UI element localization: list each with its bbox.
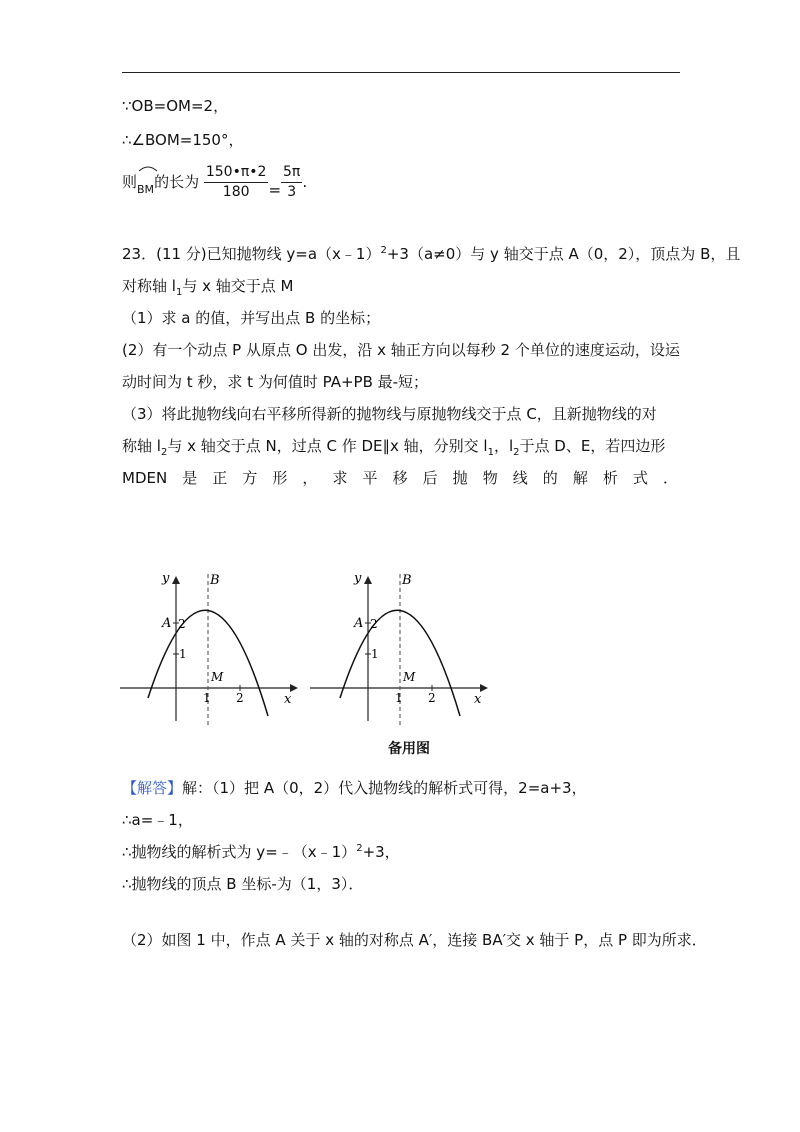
fraction-denominator: 180 bbox=[222, 184, 250, 200]
fraction bbox=[281, 164, 302, 201]
text-fragment: 于点 D、E，若四边形 bbox=[519, 437, 666, 455]
answer-tag: 【解答】 bbox=[122, 779, 183, 797]
figure-2-graph bbox=[310, 571, 488, 726]
question-3-line bbox=[122, 468, 678, 488]
equals-sign: = bbox=[268, 181, 282, 199]
spaced-word: ， bbox=[302, 469, 318, 487]
x-tick-label: 1 bbox=[203, 691, 211, 705]
parabola-figure-2 bbox=[308, 566, 488, 736]
text-fragment: 与 x 轴交于点 M bbox=[182, 277, 294, 295]
subscript: 1 bbox=[175, 287, 183, 298]
y-tick-label: 2 bbox=[370, 617, 378, 631]
y-axis-label: y bbox=[162, 571, 170, 586]
text-fragment: 对称轴 l bbox=[122, 277, 176, 295]
subscript: 1 bbox=[487, 447, 494, 458]
y-tick-label: 1 bbox=[179, 647, 187, 661]
y-axis-arrow bbox=[172, 576, 180, 584]
y-tick-label: 2 bbox=[178, 617, 186, 631]
x-axis-label: x bbox=[474, 692, 482, 707]
header-rule bbox=[122, 72, 680, 73]
spaced-word: 是 bbox=[182, 469, 198, 487]
superscript: 2 bbox=[356, 843, 363, 854]
spaced-word: 平 bbox=[362, 469, 378, 487]
question-2-line: (2）有一个动点 P 从原点 O 出发，沿 x 轴正方向以每秒 2 个单位的速度运动，设运 bbox=[122, 341, 680, 359]
point-m-label: M bbox=[211, 670, 224, 684]
subscript: 2 bbox=[513, 447, 520, 458]
x-axis-label: x bbox=[284, 692, 292, 707]
question-3-line: （3）将此抛物线向右平移所得新的抛物线与原抛物线交于点 C，且新抛物线的对 bbox=[122, 405, 657, 423]
parabola-figure-1 bbox=[118, 566, 298, 736]
text-line: ∵OB=OM=2， bbox=[122, 97, 229, 115]
x-axis-arrow bbox=[480, 684, 488, 692]
subscript: 2 bbox=[160, 447, 168, 458]
answer-line: ∴a=﹣1， bbox=[122, 811, 193, 829]
problem-statement-line bbox=[122, 244, 740, 264]
arc-length-formula bbox=[122, 162, 307, 210]
figure-caption: 备用图 bbox=[388, 741, 430, 757]
point-a-label: A bbox=[162, 616, 172, 631]
text-fragment: 与 x 轴交于点 N，过点 C 作 DE∥x 轴，分别交 l bbox=[167, 437, 488, 455]
y-axis-arrow bbox=[364, 576, 372, 584]
fraction-denominator: 3 bbox=[287, 184, 297, 200]
point-m-label: M bbox=[403, 670, 416, 684]
spaced-word: 方 bbox=[242, 469, 258, 487]
arc-mark bbox=[137, 164, 159, 172]
arc-notation bbox=[137, 164, 154, 210]
text-fragment: 的长为 bbox=[154, 173, 200, 191]
spaced-word: 物 bbox=[482, 469, 498, 487]
spaced-word: 析 bbox=[602, 469, 618, 487]
question-3-line bbox=[122, 436, 665, 456]
question-1: （1）求 a 的值，并写出点 B 的坐标； bbox=[122, 309, 381, 327]
point-b-label: B bbox=[402, 573, 412, 588]
text-fragment: +3， bbox=[362, 843, 400, 861]
figure-1-graph bbox=[120, 571, 298, 726]
question-2-line: 动时间为 t 秒，求 t 为何值时 PA+PB 最-短； bbox=[122, 373, 429, 391]
text-fragment: 称轴 l bbox=[122, 437, 161, 455]
answer-line: （2）如图 1 中，作点 A 关于 x 轴的对称点 A′，连接 BA′交 x 轴于 P，点 P 即为所求． bbox=[122, 931, 707, 949]
spaced-word: 形 bbox=[272, 469, 288, 487]
text-fragment: 则 bbox=[122, 173, 138, 191]
spaced-word: 求 bbox=[332, 469, 348, 487]
answer-line bbox=[122, 778, 587, 798]
text-line: ∴∠BOM=150°， bbox=[122, 131, 244, 149]
x-axis-arrow bbox=[290, 684, 298, 692]
arc-label: BM bbox=[137, 183, 155, 196]
x-tick-label: 1 bbox=[395, 691, 403, 705]
y-axis-label: y bbox=[354, 571, 362, 586]
spaced-word: 抛 bbox=[452, 469, 468, 487]
spaced-word: 线 bbox=[512, 469, 528, 487]
spaced-word: 移 bbox=[392, 469, 408, 487]
spaced-word: 后 bbox=[422, 469, 438, 487]
text-fragment: +3（a≠0）与 y 轴交于点 A（0，2），顶点为 B，且 bbox=[386, 245, 741, 263]
text-fragment: ，l bbox=[493, 437, 514, 455]
superscript: 2 bbox=[380, 245, 387, 256]
spaced-word: 解 bbox=[572, 469, 588, 487]
y-tick-label: 1 bbox=[371, 647, 379, 661]
point-a-label: A bbox=[354, 616, 364, 631]
answer-line: ∴抛物线的顶点 B 坐标-为（1，3）． bbox=[122, 875, 364, 893]
text-fragment: 23．(11 分)已知抛物线 y=a（x﹣1） bbox=[122, 245, 381, 263]
text-fragment: ∴抛物线的解析式为 y=﹣（x﹣1） bbox=[122, 843, 357, 861]
text-fragment: 解：（1）把 A（0，2）代入抛物线的解析式可得，2=a+3， bbox=[182, 779, 587, 797]
spaced-word: ． bbox=[662, 469, 678, 487]
x-tick-label: 2 bbox=[236, 691, 244, 705]
answer-line bbox=[122, 842, 400, 862]
spaced-word: 式 bbox=[632, 469, 648, 487]
point-b-label: B bbox=[210, 573, 220, 588]
fraction-numerator: 5π bbox=[281, 164, 302, 183]
period: . bbox=[302, 173, 308, 191]
problem-statement-line bbox=[122, 276, 293, 296]
fraction-numerator: 150•π•2 bbox=[204, 164, 269, 183]
spaced-word: 正 bbox=[212, 469, 228, 487]
fraction bbox=[204, 164, 269, 201]
spaced-word: 的 bbox=[542, 469, 558, 487]
spaced-word: MDEN bbox=[122, 469, 168, 487]
x-tick-label: 2 bbox=[428, 691, 436, 705]
